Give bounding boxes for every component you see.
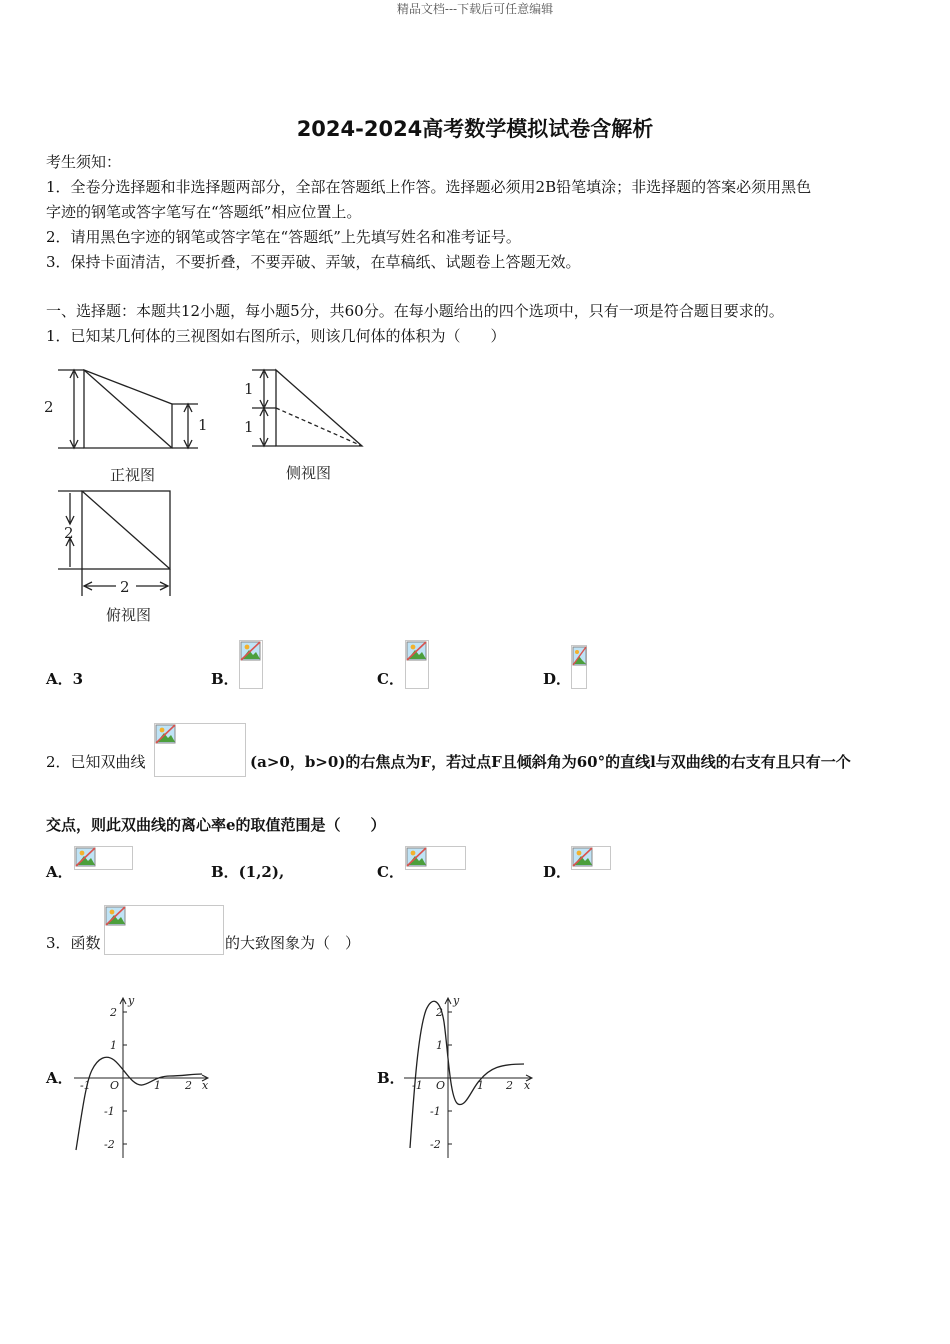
notice-item: 字迹的钢笔或答字笔写在“答题纸”相应位置上。 (46, 203, 362, 221)
question-3-stem-suffix: 的大致图象为（ ） (225, 934, 361, 952)
q2-option-c[interactable]: C． (377, 863, 404, 881)
dim-label: 1 (198, 416, 208, 434)
question-3-stem-prefix: 3．函数 (46, 934, 101, 952)
page-title: 2024-2024高考数学模拟试卷含解析 (296, 117, 654, 141)
origin-label: O (110, 1079, 120, 1092)
q2-option-d[interactable]: D． (543, 863, 572, 881)
dim-label: 1 (244, 380, 254, 398)
tick-label: 1 (436, 1039, 443, 1052)
notice-item: 2．请用黑色字迹的钢笔或答字笔在“答题纸”上先填写姓名和准考证号。 (46, 228, 521, 246)
broken-image-icon (571, 846, 611, 870)
tick-label: -1 (412, 1079, 423, 1092)
notice-item: 1．全卷分选择题和非选择题两部分，全部在答题纸上作答。选择题必须用2B铅笔填涂；非选择题的答案必须用黑色 (46, 178, 812, 196)
top-view-caption: 俯视图 (106, 606, 152, 624)
tick-label: 1 (154, 1079, 161, 1092)
dim-label: 1 (244, 418, 254, 436)
q1-option-b[interactable]: B． (211, 670, 239, 688)
origin-label: O (436, 1079, 446, 1092)
broken-image-icon (405, 640, 429, 689)
q3-option-b[interactable]: B． (377, 1069, 405, 1087)
tick-label: -2 (104, 1138, 115, 1151)
question-2-stem-suffix: (a>0，b>0)的右焦点为F，若过点F且倾斜角为60°的直线l与双曲线的右支有且只有一个 (250, 753, 851, 771)
dim-label: 2 (120, 578, 130, 596)
broken-image-icon (405, 846, 466, 870)
broken-image-icon (74, 846, 133, 870)
graph-option-b (400, 992, 540, 1162)
q2-option-a[interactable]: A． (46, 863, 73, 881)
notice-item: 3．保持卡面清洁，不要折叠，不要弄破、弄皱，在草稿纸、试题卷上答题无效。 (46, 253, 581, 271)
q1-option-a[interactable]: A．3 (46, 670, 84, 688)
tick-label: 2 (185, 1079, 192, 1092)
q3-option-a[interactable]: A． (46, 1069, 73, 1087)
function-formula-image (104, 905, 224, 955)
broken-image-icon (239, 640, 263, 689)
three-view-diagram (40, 360, 380, 630)
tick-label: -2 (430, 1138, 441, 1151)
tick-label: 2 (110, 1006, 117, 1019)
hyperbola-equation-image (154, 723, 246, 777)
q2-option-b[interactable]: B．(1,2), (211, 863, 285, 881)
notice-heading: 考生须知： (46, 153, 122, 171)
question-2-stem-prefix: 2．已知双曲线 (46, 753, 146, 771)
axis-label: x (202, 1079, 209, 1092)
side-view-caption: 侧视图 (286, 464, 332, 482)
broken-image-icon (571, 645, 587, 689)
section-heading: 一、选择题：本题共12小题，每小题5分，共60分。在每小题给出的四个选项中，只有一项是符合题目要求的。 (46, 302, 784, 320)
tick-label: 1 (477, 1079, 484, 1092)
graph-option-a (70, 992, 215, 1162)
tick-label: -1 (104, 1105, 115, 1118)
front-view-caption: 正视图 (110, 466, 156, 484)
q1-option-c[interactable]: C． (377, 670, 404, 688)
tick-label: 2 (436, 1006, 443, 1019)
axis-label: y (128, 994, 135, 1007)
question-1-stem: 1．已知某几何体的三视图如右图所示，则该几何体的体积为（ ） (46, 327, 506, 345)
dim-label: 2 (44, 398, 54, 416)
dim-label: 2 (64, 524, 74, 542)
tick-label: 1 (110, 1039, 117, 1052)
axis-label: x (524, 1079, 531, 1092)
tick-label: -1 (80, 1079, 91, 1092)
tick-label: -1 (430, 1105, 441, 1118)
question-2-stem-line2: 交点，则此双曲线的离心率e的取值范围是（ ） (46, 816, 386, 834)
tick-label: 2 (506, 1079, 513, 1092)
axis-label: y (453, 994, 460, 1007)
q1-option-d[interactable]: D． (543, 670, 572, 688)
watermark: 精品文档---下载后可任意编辑 (396, 2, 554, 16)
